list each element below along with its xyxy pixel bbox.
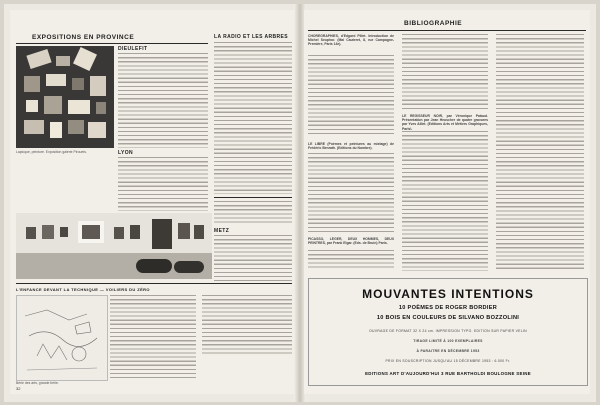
subhead-radio: LA RADIO ET LES ARBRES xyxy=(214,34,288,40)
bib-col2-text-b xyxy=(402,131,488,271)
left-page xyxy=(10,10,296,394)
metz-text-block xyxy=(214,235,292,281)
ad-title: MOUVANTES INTENTIONS xyxy=(362,287,534,301)
ad-format-line: OUVRAGE DE FORMAT 32 X 24 cm. IMPRESSION TYPO. EDITION SUR PAPIER VELIN xyxy=(369,329,527,333)
ad-woodcuts-line: 10 BOIS EN COULEURS DE SILVANO BOZZOLINI xyxy=(376,315,520,321)
sketch-text-col2 xyxy=(202,295,292,355)
painting-caption: Lapicque, peinture. Exposition galerie Pirouets. xyxy=(16,150,87,154)
column-rule xyxy=(214,197,292,198)
ad-edition-line: TIRAGE LIMITÉ À 100 EXEMPLAIRES xyxy=(413,339,483,343)
ad-poems-line: 10 POÈMES DE ROGER BORDIER xyxy=(398,305,498,311)
bib-entry-3-title: LE LIBRE (Poèmes et peintures au mixtage) de Frédéric Benrath. (Editions du Nombre). xyxy=(308,142,394,151)
section-title-expositions: EXPOSITIONS EN PROVINCE xyxy=(32,34,135,41)
subhead-dieulefit: DIEULEFIT xyxy=(118,46,148,52)
radio-text-block xyxy=(214,42,292,194)
bibliography-rule xyxy=(308,30,586,31)
bib-col2-text-a xyxy=(402,34,488,110)
subhead-lyon: LYON xyxy=(118,150,134,156)
abstract-painting-image xyxy=(16,46,114,148)
bib-entry-4-title: PICASSO, LÉGER, DEUX HOMMES, DEUX PEINTRES, par Frank Elgar. (Eds. de Bruin) Paris. xyxy=(308,237,394,246)
bib-entry-1-text xyxy=(308,55,394,137)
gallery-photo xyxy=(16,213,212,279)
subhead-metz: METZ xyxy=(214,228,230,234)
section-divider xyxy=(16,283,292,284)
right-page xyxy=(304,10,590,394)
page-number-left: 32 xyxy=(16,386,21,391)
ad-release-line: À PARAITRE EN DÉCEMBRE 1953 xyxy=(416,349,480,353)
bib-entry-3-text xyxy=(308,153,394,233)
lyon-text-block xyxy=(118,157,208,211)
column-text-continued xyxy=(214,201,292,223)
sketch-section-title: L'ENFANCE DEVANT LA TECHNIQUE — VOILIERS DU ZÉRO xyxy=(16,287,150,292)
bib-entry-4-text xyxy=(308,250,394,270)
section-title-bibliographie: BIBLIOGRAPHIE xyxy=(404,20,463,27)
dieulefit-text-block xyxy=(118,53,208,148)
ad-price-line: PRIX EN SOUSCRIPTION JUSQU'AU 15 DÉCEMBRE 1953 : 6.000 Fr. xyxy=(385,359,511,363)
ad-publisher-line: EDITIONS ART D'AUJOURD'HUI 3 RUE BARTHOLDI BOULOGNE SEINE xyxy=(365,371,531,376)
sketch-caption: Bérie des arts, grande bérie. xyxy=(16,381,59,385)
advertisement-box xyxy=(308,278,588,386)
section-rule xyxy=(16,43,208,44)
child-sketch-image xyxy=(16,295,108,381)
sketch-text-col1 xyxy=(110,295,196,381)
bib-entry-1-title: CHOREGRAPHIES, d'Edgard Pillet. Introduction de Michel Seuphor. (Mai Cauteret, 8, rue Campagne-Première, Paris 14e). xyxy=(308,34,394,47)
bib-entry-2-title: LE REGISSEUR NOIR, par Véronique Pataud. Présentation par Jean Heuscher de quatre gravures par Yves Aillet. (Editions Arts et Métiers Graphiques, Paris). xyxy=(402,114,488,130)
magazine-spread xyxy=(4,4,596,402)
bib-col3-text xyxy=(496,34,584,271)
